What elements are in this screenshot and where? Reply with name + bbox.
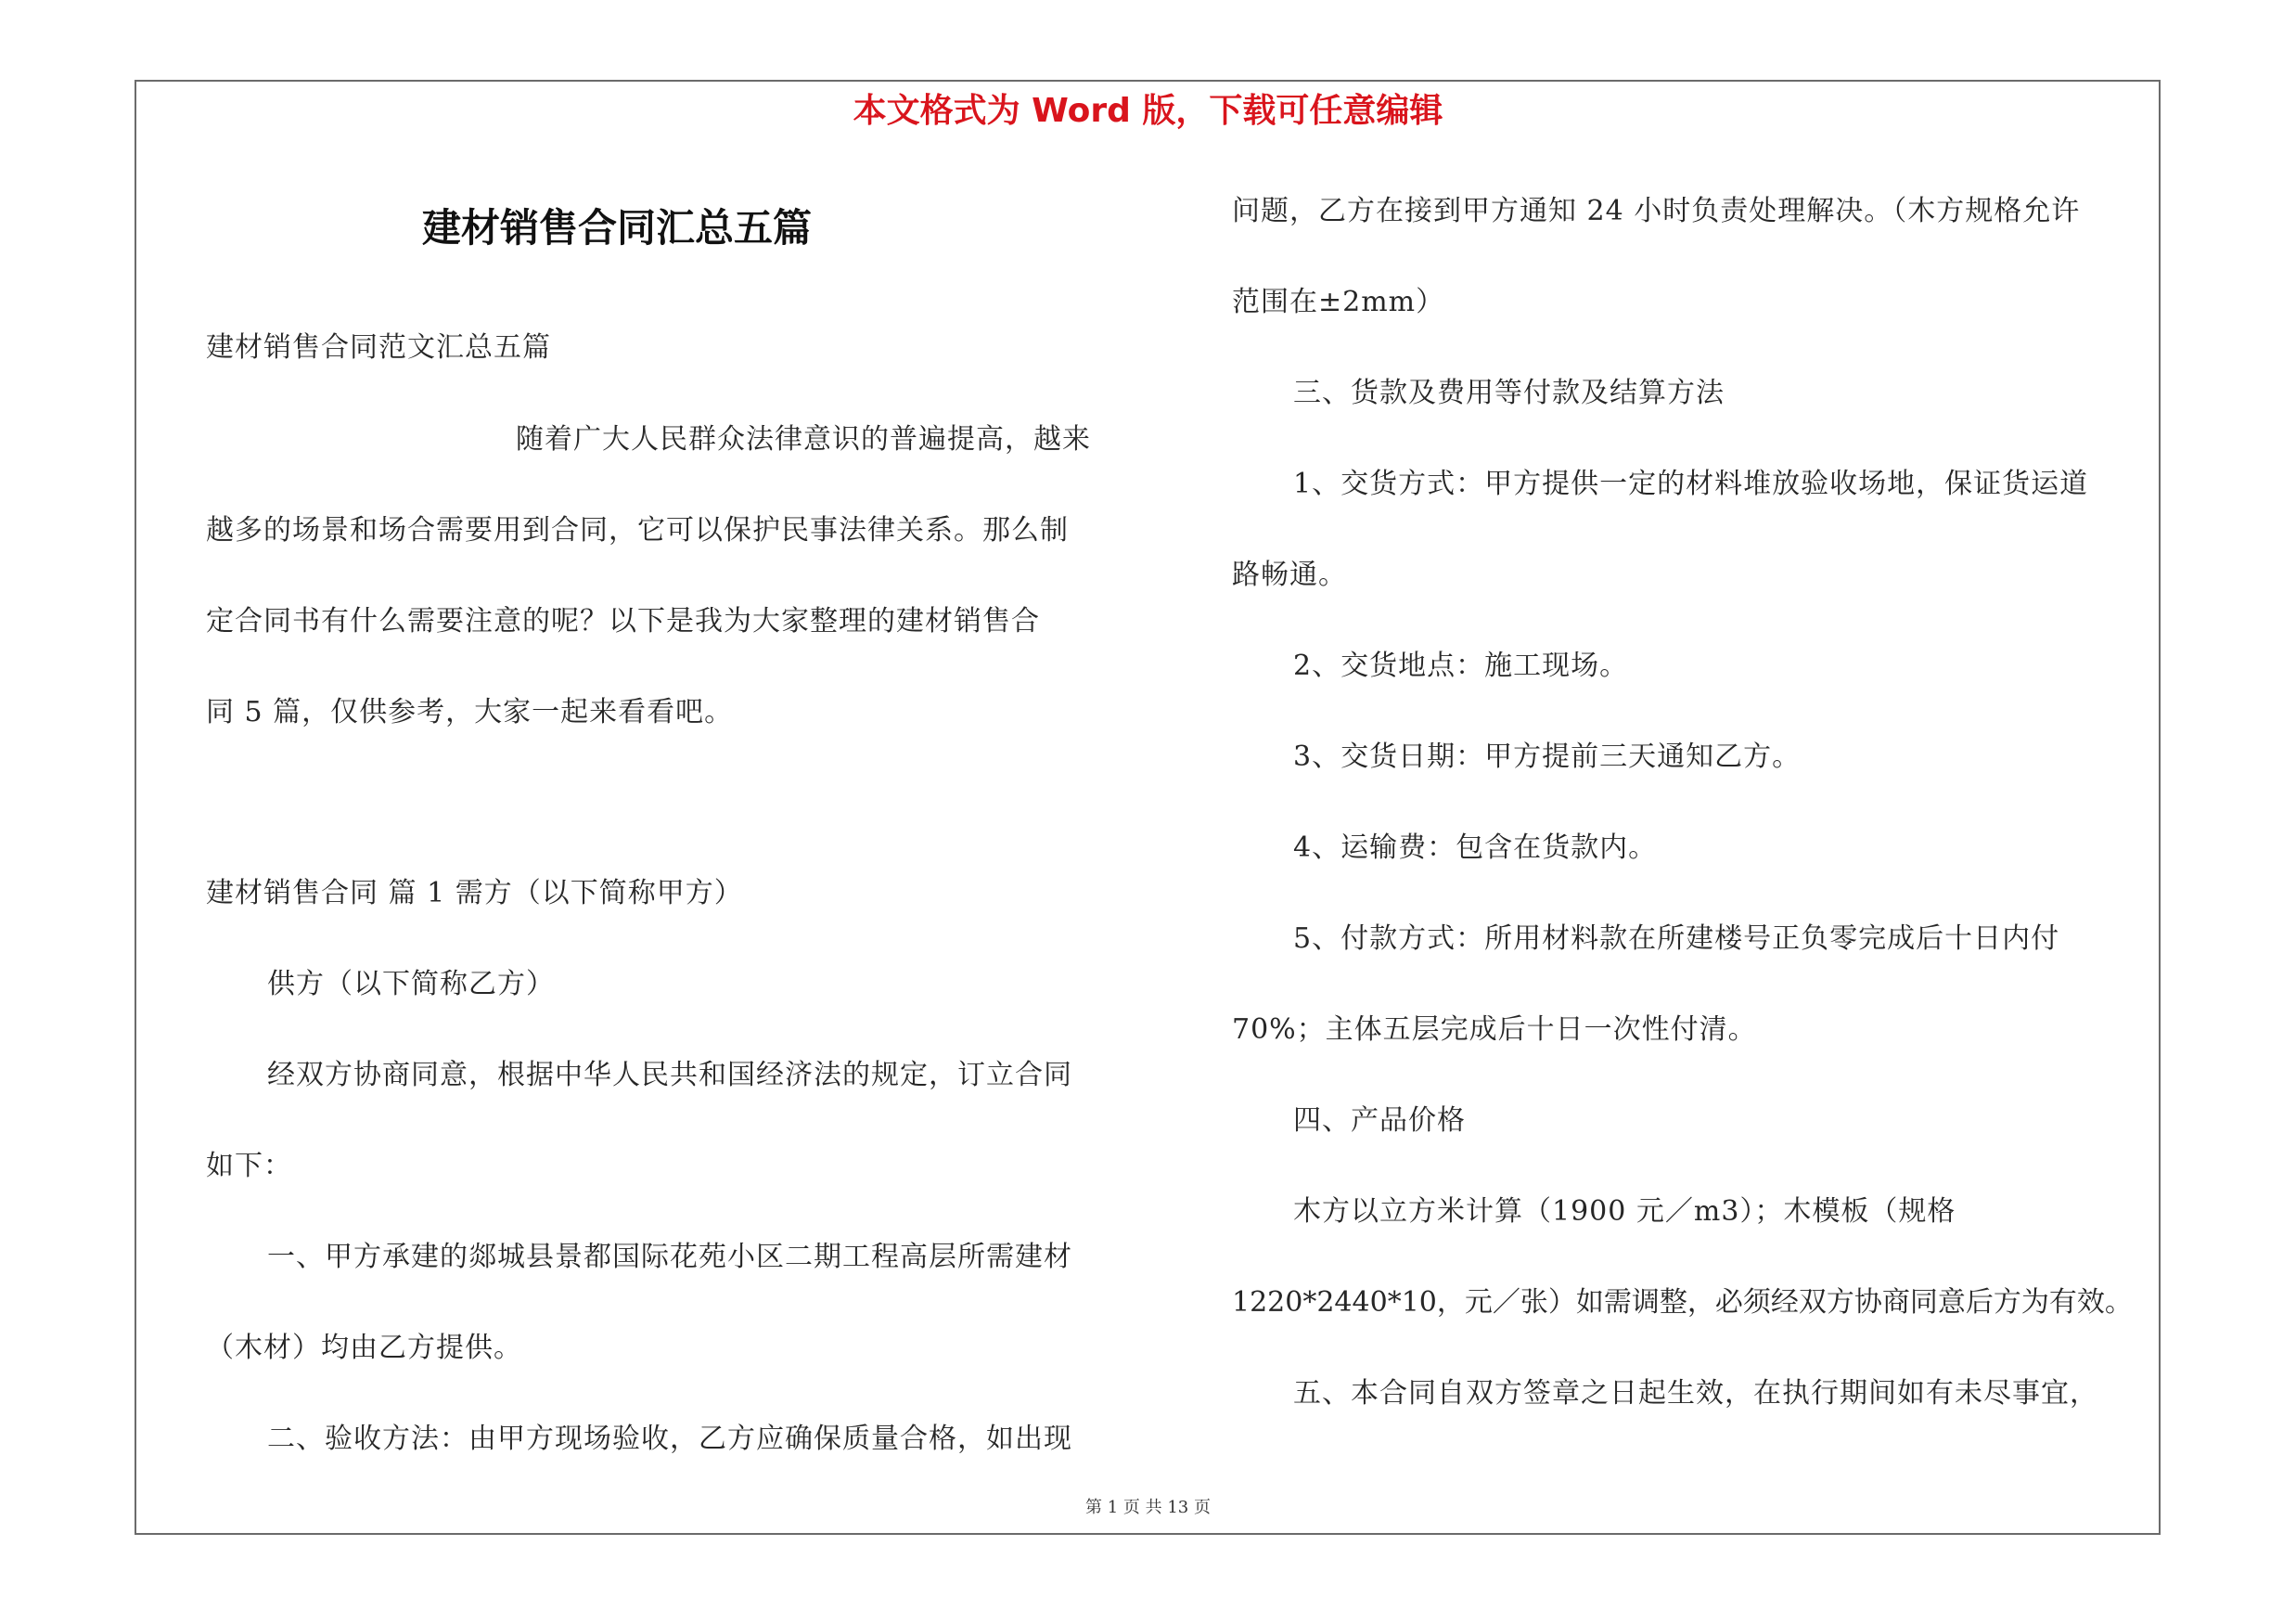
section-heading-line: 三、货款及费用等付款及结算方法 [1293, 377, 1725, 409]
paragraph-line: 范围在±2mm） [1232, 286, 1445, 318]
document-title: 建材销售合同汇总五篇 [422, 205, 813, 251]
paragraph-line: 3、交货日期：甲方提前三天通知乙方。 [1293, 741, 1802, 773]
paragraph-line: 五、本合同自双方签章之日起生效，在执行期间如有未尽事宜， [1293, 1377, 2098, 1410]
paragraph-line: 路畅通。 [1232, 559, 1347, 591]
paragraph-line: 70%；主体五层完成后十日一次性付清。 [1232, 1013, 1757, 1046]
subtitle-line: 建材销售合同范文汇总五篇 [206, 331, 551, 364]
paragraph-line: 问题，乙方在接到甲方通知 24 小时负责处理解决。（木方规格允许 [1232, 195, 2081, 227]
paragraph-line: 1、交货方式：甲方提供一定的材料堆放验收场地，保证货运道 [1293, 468, 2089, 500]
paragraph-line: 随着广大人民群众法律意识的普遍提高，越来 [516, 423, 1091, 456]
paragraph-line: 5、付款方式：所用材料款在所建楼号正负零完成后十日内付 [1293, 922, 2060, 955]
paragraph-line: 供方（以下简称乙方） [267, 968, 555, 1000]
section-heading-line: 建材销售合同 篇 1 需方（以下简称甲方） [206, 877, 743, 909]
page-number-footer: 第 1 页 共 13 页 [1085, 1498, 1211, 1517]
paragraph-line: 木方以立方米计算（1900 元／m3）；木模板（规格 [1293, 1195, 1956, 1228]
paragraph-line: （木材）均由乙方提供。 [206, 1332, 522, 1364]
section-heading-line: 四、产品价格 [1293, 1104, 1466, 1137]
paragraph-line: 定合同书有什么需要注意的呢？以下是我为大家整理的建材销售合 [206, 605, 1040, 638]
paragraph-line: 1220*2440*10，元／张）如需调整，必须经双方协商同意后方为有效。 [1232, 1286, 2133, 1319]
editable-banner: 本文格式为 Word 版，下载可任意编辑 [853, 92, 1443, 130]
paragraph-line: 二、验收方法：由甲方现场验收，乙方应确保质量合格，如出现 [267, 1423, 1072, 1455]
paragraph-line: 经双方协商同意，根据中华人民共和国经济法的规定，订立合同 [267, 1059, 1072, 1091]
paragraph-line: 同 5 篇，仅供参考，大家一起来看看吧。 [206, 696, 734, 728]
paragraph-line: 如下： [206, 1150, 292, 1182]
paragraph-line: 越多的场景和场合需要用到合同，它可以保护民事法律关系。那么制 [206, 514, 1069, 547]
paragraph-line: 4、运输费：包含在货款内。 [1293, 831, 1658, 864]
paragraph-line: 2、交货地点：施工现场。 [1293, 650, 1629, 682]
paragraph-line: 一、甲方承建的郯城县景都国际花苑小区二期工程高层所需建材 [267, 1241, 1072, 1273]
